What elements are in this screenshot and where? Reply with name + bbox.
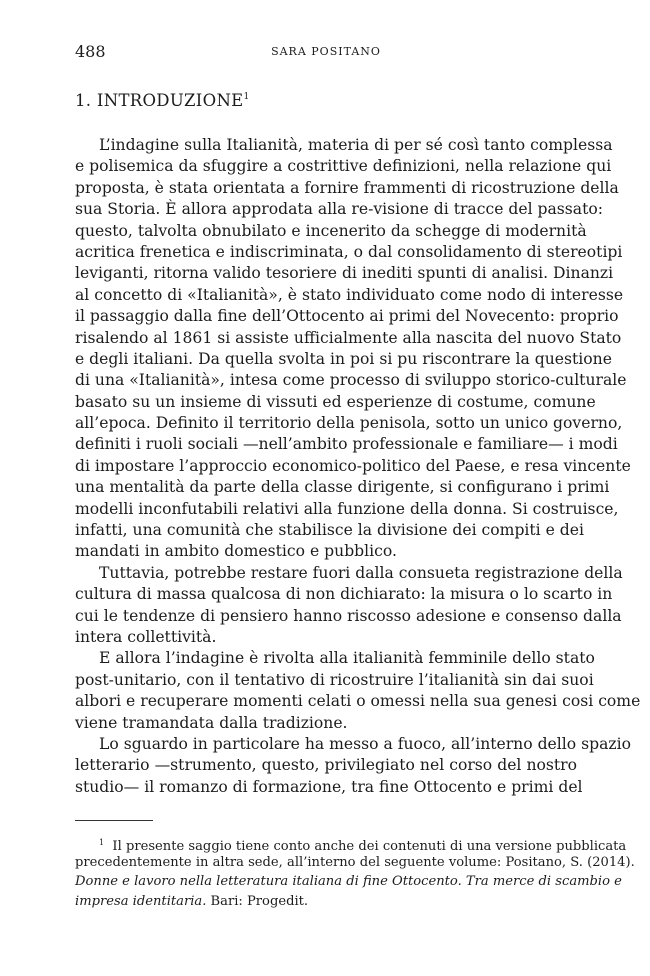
body-line: mandati in ambito domestico e pubblico. bbox=[75, 542, 397, 561]
body-line: albori e recuperare momenti celati o omessi nella sua genesi cosi come bbox=[75, 692, 641, 711]
body-text bbox=[75, 135, 641, 798]
body-line: e degli italiani. Da quella svolta in poi si pu riscontrare la questione bbox=[75, 349, 612, 368]
body-line: definiti i ruoli sociali —nell’ambito professionale e familiare— i modi bbox=[75, 435, 618, 454]
page-number: 488 bbox=[75, 42, 106, 61]
body-line: letterario —strumento, questo, privilegiato nel corso del nostro bbox=[75, 756, 577, 775]
footnote-line bbox=[75, 833, 627, 854]
body-line: infatti, una comunità che stabilisce la divisione dei compiti e dei bbox=[75, 521, 585, 540]
section-heading-text: 1. INTRODUZIONE bbox=[75, 91, 244, 110]
footnote-book-title: impresa identitaria. bbox=[75, 893, 207, 909]
body-line: acritica frenetica e indiscriminata, o dal consolidamento di stereotipi bbox=[75, 242, 623, 261]
body-line: il passaggio dalla fine dell’Ottocento ai primi del Novecento: proprio bbox=[75, 307, 619, 326]
footnote-publisher: Bari: Progedit. bbox=[206, 893, 309, 909]
body-line: basato su un insieme di vissuti ed esperienze di costume, comune bbox=[75, 392, 596, 411]
body-line: al concetto di «Italianità», è stato individuato come nodo di interesse bbox=[75, 285, 624, 304]
footnote-text: Il presente saggio tiene conto anche dei contenuti di una versione pubblicata bbox=[112, 839, 627, 854]
body-line: studio— il romanzo di formazione, tra fine Ottocento e primi del bbox=[75, 777, 583, 796]
body-line: intera collettività. bbox=[75, 627, 217, 646]
body-line: post-unitario, con il tentativo di ricostruire l’italianità sin dai suoi bbox=[75, 670, 594, 689]
body-line: Tuttavia, potrebbe restare fuori dalla consueta registrazione della bbox=[99, 563, 623, 582]
footnote bbox=[75, 833, 635, 911]
footnote-separator bbox=[75, 820, 153, 821]
body-line: questo, talvolta obnubilato e incenerito da schegge di modernità bbox=[75, 221, 587, 240]
body-line: E allora l’indagine è rivolta alla italianità femminile dello stato bbox=[99, 649, 595, 668]
footnote-line: Donne e lavoro nella letteratura italiana di fine Ottocento. Tra merce di scambio e bbox=[75, 874, 622, 889]
footnote-reference: 1 bbox=[243, 92, 250, 102]
running-title: SARA POSITANO bbox=[271, 45, 381, 58]
footnote-line: precedentemente in altra sede, all’interno del seguente volume: Positano, S. (2014). bbox=[75, 854, 635, 870]
body-line: proposta, è stata orientata a fornire frammenti di ricostruzione della bbox=[75, 178, 619, 197]
body-line: leviganti, ritorna valido tesoriere di inediti spunti di analisi. Dinanzi bbox=[75, 264, 614, 283]
footnote-line bbox=[75, 892, 577, 912]
running-head bbox=[75, 42, 577, 62]
body-line: viene tramandata dalla tradizione. bbox=[75, 713, 348, 732]
body-line: sua Storia. È allora approdata alla re-visione di tracce del passato: bbox=[75, 200, 604, 219]
body-line: e polisemica da sfuggire a costrittive definizioni, nella relazione qui bbox=[75, 157, 612, 176]
body-line: di impostare l’approccio economico-politico del Paese, e resa vincente bbox=[75, 456, 631, 475]
body-line: una mentalità da parte della classe dirigente, si configurano i primi bbox=[75, 478, 610, 497]
body-line: all’epoca. Definito il territorio della penisola, sotto un unico governo, bbox=[75, 414, 623, 433]
body-line: modelli inconfutabili relativi alla funzione della donna. Si costruisce, bbox=[75, 499, 619, 518]
body-line: cultura di massa qualcosa di non dichiarato: la misura o lo scarto in bbox=[75, 585, 613, 604]
body-line: di una «Italianità», intesa come processo di sviluppo storico-culturale bbox=[75, 371, 627, 390]
body-line: cui le tendenze di pensiero hanno riscosso adesione e consenso dalla bbox=[75, 606, 622, 625]
body-line: Lo sguardo in particolare ha messo a fuoco, all’interno dello spazio bbox=[99, 734, 631, 753]
section-heading bbox=[75, 91, 249, 110]
body-line: L’indagine sulla Italianità, materia di per sé così tanto complessa bbox=[99, 136, 613, 154]
body-line: risalendo al 1861 si assiste ufficialmente alla nascita del nuovo Stato bbox=[75, 328, 622, 347]
footnote-number: 1 bbox=[99, 838, 105, 847]
